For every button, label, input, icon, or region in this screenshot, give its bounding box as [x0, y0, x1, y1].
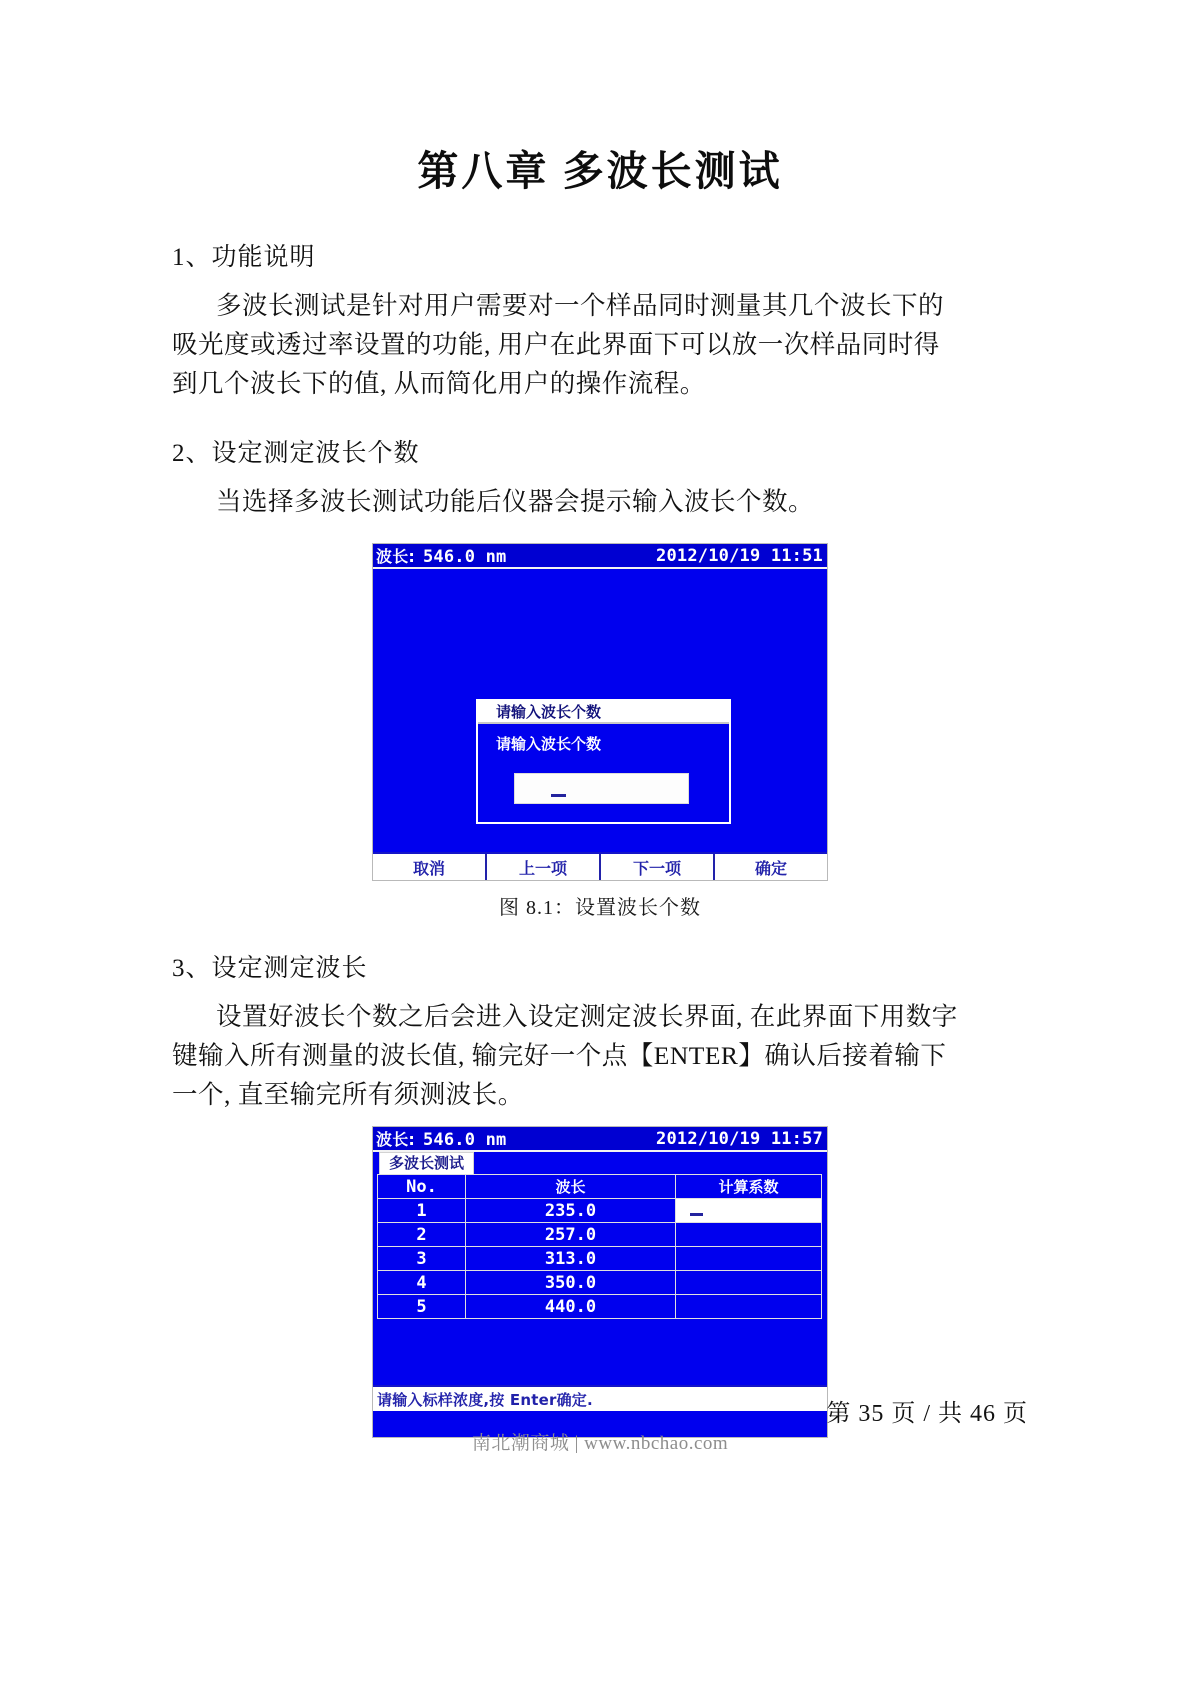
page-number: 第 35 页 / 共 46 页	[826, 1401, 1028, 1427]
next-item-button[interactable]: 下一项	[601, 854, 715, 880]
table-row[interactable]	[378, 1271, 822, 1295]
dialog-title: 请输入波长个数	[478, 701, 729, 724]
page-title: 第八章 多波长测试	[417, 148, 783, 194]
cell-no: 4	[378, 1271, 466, 1295]
table-header-row	[378, 1175, 822, 1199]
lcd-topbar	[373, 544, 827, 569]
cell-wavelength[interactable]: 313.0	[466, 1247, 676, 1271]
cell-coefficient[interactable]	[676, 1223, 822, 1247]
lcd-body	[373, 569, 827, 852]
lcd-button-bar	[373, 852, 827, 880]
figure-1-caption: 图 8.1：设置波长个数	[499, 897, 701, 919]
cell-coefficient[interactable]	[676, 1271, 822, 1295]
lcd-status-bar	[373, 1385, 827, 1411]
section-paragraph-3	[0, 981, 1200, 1114]
section-heading-3: 3、设定测定波长	[172, 955, 368, 982]
section-heading-1: 1、功能说明	[172, 244, 316, 271]
paragraph-line: 一个, 直至输完所有须测波长。	[172, 1080, 524, 1109]
cell-no: 5	[378, 1295, 466, 1319]
paragraph-line: 到几个波长下的值, 从而简化用户的操作流程。	[172, 369, 706, 398]
cancel-button[interactable]: 取消	[373, 854, 487, 880]
table-row[interactable]	[378, 1199, 822, 1223]
cell-wavelength[interactable]: 257.0	[466, 1223, 676, 1247]
paragraph-line: 吸光度或透过率设置的功能, 用户在此界面下可以放一次样品同时得	[172, 330, 940, 359]
timestamp: 2012/10/19 11:51	[656, 545, 823, 566]
cell-wavelength[interactable]: 235.0	[466, 1199, 676, 1223]
cell-no: 3	[378, 1247, 466, 1271]
wavelength-value: 546.0 nm	[423, 547, 507, 567]
wavelength-count-input[interactable]	[514, 773, 689, 804]
watermark: 南北潮商城 | www.nbchao.com	[471, 1433, 729, 1454]
column-header-no: No.	[378, 1175, 466, 1199]
paragraph-line: 当选择多波长测试功能后仪器会提示输入波长个数。	[216, 487, 815, 516]
table-row[interactable]	[378, 1247, 822, 1271]
section-paragraph-2	[0, 466, 1200, 521]
cell-coefficient[interactable]	[676, 1247, 822, 1271]
column-header-coefficient: 计算系数	[676, 1175, 822, 1199]
status-message: 请输入标样浓度,按 Enter确定.	[377, 1390, 593, 1409]
figure-1	[0, 521, 1200, 881]
cell-no: 2	[378, 1223, 466, 1247]
text-caret	[551, 794, 566, 797]
figure-2	[0, 1114, 1200, 1438]
wavelength-label: 波长:	[376, 547, 415, 566]
wavelength-table	[377, 1174, 822, 1319]
section-heading-2: 2、设定测定波长个数	[172, 440, 420, 467]
wavelength-label: 波长:	[376, 1130, 415, 1149]
wavelength-value: 546.0 nm	[423, 1130, 507, 1150]
cell-wavelength[interactable]: 440.0	[466, 1295, 676, 1319]
section-paragraph-1	[0, 270, 1200, 403]
lcd-body	[373, 1152, 827, 1411]
lcd-topbar	[373, 1127, 827, 1152]
cell-coefficient[interactable]	[676, 1295, 822, 1319]
tab-bar	[373, 1152, 827, 1174]
confirm-button[interactable]: 确定	[754, 858, 787, 878]
lcd-screen-dialog	[372, 543, 828, 881]
text-caret	[690, 1213, 703, 1216]
column-header-wavelength: 波长	[466, 1175, 676, 1199]
timestamp: 2012/10/19 11:57	[656, 1128, 823, 1149]
cell-wavelength[interactable]: 350.0	[466, 1271, 676, 1295]
paragraph-line: 键输入所有测量的波长值, 输完好一个点【ENTER】确认后接着输下	[172, 1041, 947, 1070]
table-row[interactable]	[378, 1223, 822, 1247]
lcd-screen-table	[372, 1126, 828, 1438]
tab-multi-wavelength-test[interactable]: 多波长测试	[379, 1152, 474, 1174]
previous-item-button[interactable]: 上一项	[487, 854, 601, 880]
input-dialog	[476, 699, 731, 824]
paragraph-line: 多波长测试是针对用户需要对一个样品同时测量其几个波长下的	[216, 291, 945, 320]
paragraph-line: 设置好波长个数之后会进入设定测定波长界面, 在此界面下用数字	[216, 1002, 958, 1031]
dialog-prompt: 请输入波长个数	[496, 735, 602, 753]
cell-coefficient[interactable]	[676, 1199, 822, 1223]
cell-no: 1	[378, 1199, 466, 1223]
table-row[interactable]	[378, 1295, 822, 1319]
